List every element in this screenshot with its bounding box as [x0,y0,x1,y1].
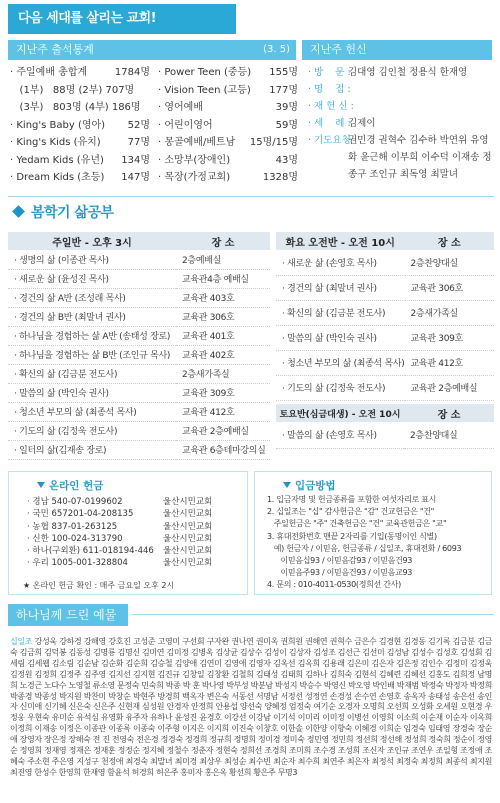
class-name-cell: · 청소년 부모의 삶 (최종석 목사) [276,350,405,375]
dedication-item [308,81,494,98]
deposit-method-box [254,471,492,595]
stat-label: · Vision Teen (고등) [158,84,251,96]
account-row [27,508,212,520]
divider [8,196,494,197]
deposit-step: 1. 입금자명 및 헌금종류를 포함한 여섯자리로 표시 [267,495,437,504]
location-cell: 2층찬양대실 [405,250,494,275]
dedication-item [308,132,494,183]
deposit-step: 이믿음주93 / 이믿음건93 / 이믿음교93 [267,568,413,578]
class-name-cell: · 새로운 삶 (손영호 목사) [276,250,405,275]
dedication-key: · 재 헌 신 : [308,101,354,112]
dedication-key: · 방 문 : [308,67,351,78]
column-header: 장 소 [405,232,494,250]
location-cell: 교육관 2층예배실 [405,375,494,400]
deposit-step: 주일헌금은 "주" 건축헌금은 "건" 교육관헌금은 "교" [267,519,447,529]
saturday-class-table [276,404,494,449]
column-header: 토요반(심금대생) - 오전 10시 [276,404,404,422]
table-row [276,350,494,375]
deposit-step: 2. 십일조는 "십" 감사헌금은 "감" 건교헌금은 "건" [267,507,435,517]
account-row [27,533,212,545]
stat-label: · Power Teen (중등) [158,67,252,78]
tuesday-class-table [276,232,494,401]
column-header: 주일반 - 오후 3시 [8,232,176,250]
column-header: 장 소 [176,232,270,250]
stat-value: 52명 [127,119,150,131]
table-row [276,375,494,400]
donor-name-list: 강성욱 강하경 강해영 강호진 고성준 고영미 구선회 구자완 권나연 권미옥 권희원 권해연 권혁수 금은수 김경현 김경동 김기록 김금분 김금숙 김금희 김덕봉 김동성 김명룡 김명신 김미연 김미정 김병옥 김상균 김상수 김성이 김상자 김성조 김선근 김선미 김성남 김성수 김성호 김성회 김세림 김세웹 김소림 김순남 김순화 김순희 김승철 김양애 김연미 김영애 김영자 김옥선 김옥희 김용래 김은미 김은자 김은정 김인수 김정미 김정욱 김정원 김정희 김정주 김주영 김지선 김지현 김진규 김창일 김창환 김철희 김태성 김태희 김하나 김희숙 김현석 김혜련 김혜선 김홍도 김희정 남명희 노경근 노다수 노영철 류소영 문정숙 민숙희 박종 박 훈 박나영 박부성 박분남 박성지 박승수 박영신 박오영 박인배 박재범 박정숙 박정자 박정희 박종경 박종성 박지원 박찬미 박창순 박현주 방경희 백옥자 변은숙 서동선 서명남 서정선 성정연 손경성 손수연 손영호 송옥자 송태성 송은선 송인자 신미애 신기혜 신은숙 신은주 신현재 심성원 안경자 안정희 안용섭 양선숙 양혜정 엄정숙 여기순 오경자 오명희 오선희 오성화 오세원 오현경 우정웅 우현숙 유미순 유석심 유영화 유주자 유하나 윤성진 윤경호 이강선 이강남 이기석 이미리 이미정 이병선 이영희 이소희 이순재 이순자 이옥희 이정희 이재송 이정은 이종관 이종록 이종숙 이주형 이지은 이지희 이진숙 이창호 이한솔 이한양 이향숙 이혜경 이희순 임경숙 임태영 장경숙 장순애 장영자 장은정 장해숙 전 진 전영숙 전은경 정경숙 정경희 정규희 정명희 정미경 정미숙 정민영 정민희 정선희 정선해 정성희 정숙희 정순이 정영순 정영희 정재영 정재은 정재훈 정정순 정지혜 정철수 정춘자 정현숙 정희선 조경희 조미희 조수경 조성희 조신자 조인규 조연우 조일형 조정애 조혜숙 주소현 주은영 지성구 천정애 최경숙 최말녀 최미경 최상우 최성순 최수빈 최순자 최수희 최연주 최은자 최정석 최정숙 최정희 최종석 최지원 최진영 한성수 한영희 한재영 함윤석 허경희 허은주 홍미자 홍은옥 황선희 황은주 무명3 [10,637,492,777]
online-offering-box [8,471,248,595]
location-cell: 교육관4층 예배실 [176,269,270,288]
online-offering-note: ★ 온라인 헌금 확인 : 매주 금요일 오후 2시 [23,581,175,590]
account-number: · 하나(구외환) 611-018194-446 [27,546,154,557]
dedication-title: 지난주 헌신 [310,43,367,56]
dedication-item [308,115,494,132]
attendance-date: (3. 5) [263,44,290,55]
class-name-cell: · 하나님을 경험하는 삶 A반 (송태성 장로) [8,326,176,345]
stat-value: 177명 [269,84,298,96]
account-holder: 울산시민교회 [163,558,213,569]
stat-label: · 어린이영어 [158,119,213,131]
table-row [8,402,270,421]
dedication-value: 김대영 김인철 정용식 한재영 [348,67,468,78]
attendance-row [10,169,296,187]
class-name-cell: · 확신의 삶 (김금분 전도사) [276,300,405,325]
spring-study-title: 봄학기 삶공부 [14,202,114,222]
table-row [276,325,494,350]
diamond-icon [12,205,25,218]
table-row [8,345,270,364]
attendance-title: 지난주 출석통계 [16,43,94,56]
deposit-method-title: 입금방법 [283,478,336,493]
attendance-row [10,64,296,82]
table-row [276,300,494,325]
table-row [8,326,270,345]
triangle-down-icon [283,482,291,488]
stat-value: 77명 [127,137,150,148]
class-name-cell: · 말씀의 삶 (박인숙 권사) [276,325,405,350]
table-row [276,422,494,448]
table-header [8,232,270,250]
location-cell: 교육관 309호 [176,383,270,402]
column-header: 장 소 [404,404,494,422]
location-cell: 2층예배실 [176,250,270,269]
account-row [27,496,212,508]
location-cell: 교육관 403호 [176,288,270,307]
dedication-value: 권민경 권혁수 김수하 박연위 유영화 윤근해 이부희 이수덕 이재송 정종구 조인규 최독영 최말녀 [348,135,492,180]
deposit-step: 이믿음십93 / 이믿음감93 / 이믿음건93 [267,556,413,566]
location-cell: 교육관 412호 [176,402,270,421]
table-row [8,250,270,269]
account-holder: 울산시민교회 [163,546,213,557]
account-row [27,557,212,569]
class-name-cell: · 기도의 삶 (김정욱 전도사) [8,421,176,440]
stat-value: 1784명 [114,67,150,78]
account-number: · 농협 837-01-263125 [27,521,118,532]
stat-value: 1328명 [262,172,298,183]
class-name-cell: · 생명의 삶 (이종관 목사) [8,250,176,269]
table-header [276,232,494,250]
dedication-key: · 세 례 : [308,118,351,129]
account-holder: 울산시민교회 [163,521,213,532]
deposit-step: 예) 헌금자 / 이믿음, 헌금종류 / 십일조, 휴대전화 / 6093 [267,543,462,553]
stat-label: · King's Baby (영아) [10,119,106,131]
deposit-step: 3. 휴대전화번호 맨끝 2자리를 기입(동명이인 식별) [267,531,437,541]
account-number: · 국민 657201-04-208135 [27,509,134,520]
attendance-header [8,40,296,60]
stat-label: · 소망부(장애인) [158,154,231,166]
stat-value: 134명 [121,154,150,166]
dedication-key: · 기도요청 : [308,135,357,146]
table-row [8,383,270,402]
location-cell: 교육관 6층테마강의실 [176,440,270,459]
attendance-row [10,82,296,100]
class-name-cell: · 새로운 삶 (윤성진 목사) [8,269,176,288]
location-cell: 교육관 412호 [405,350,494,375]
stat-value: 155명 [269,67,298,78]
table-header [276,404,494,422]
stat-value: 15명/15명 [249,137,298,148]
class-name-cell: · 일터의 삶(김재송 장로) [8,440,176,459]
table-row [8,440,270,459]
attendance-row [10,117,296,135]
account-holder: 울산시민교회 [163,509,213,520]
class-name-cell: · 경건의 삶 B반 (최말녀 권사) [8,307,176,326]
location-cell: 2층찬양대실 [404,422,494,448]
account-number: · 신한 100-024-313790 [27,533,123,544]
stat-label: · King's Kids (유치) [10,137,101,148]
class-name-cell: · 확신의 삶 (김금분 전도사) [8,364,176,383]
donor-names [10,637,492,801]
class-name-cell: · 하나님을 경험하는 삶 B반 (조인규 목사) [8,345,176,364]
deposit-steps [267,494,489,592]
dedication-item [308,64,494,81]
stat-label: · 목장(가정교회) [158,172,231,183]
stat-value: 59명 [275,119,298,131]
dedication-header [302,40,492,60]
location-cell: 교육관 401호 [176,326,270,345]
deposit-step: 4. 문의 : 010-4011-0530(정희선 간사) [267,580,401,590]
table-row [276,275,494,300]
class-name-cell: · 기도의 삶 (김정욱 전도사) [276,375,405,400]
table-row [8,307,270,326]
location-cell: 교육관 2층예배실 [176,421,270,440]
location-cell: 2층새가족실 [405,300,494,325]
offerings-header [8,604,128,626]
account-list [27,496,212,570]
stat-value: 147명 [121,172,150,183]
stat-label: (1부) 88명 (2부) 707명 [10,84,135,96]
table-row [8,421,270,440]
account-holder: 울산시민교회 [163,497,213,507]
class-name-cell: · 말씀의 삶 (손영호 목사) [276,422,404,448]
dedication-value: 김제이 [348,118,376,129]
stat-value: 39명 [275,102,298,113]
account-holder: 울산시민교회 [163,533,213,544]
stat-label: · 주일예배 총합계 [10,67,88,78]
class-name-cell: · 청소년 부모의 삶 (최종석 목사) [8,402,176,421]
category-label: 십일조 [10,637,33,646]
dedication-key: · 명 접 : [308,84,351,95]
location-cell: 교육관 306호 [176,307,270,326]
class-name-cell: · 경건의 삶 (최말녀 권사) [276,275,405,300]
account-number: · 우리 1005-001-328804 [27,558,128,569]
location-cell: 교육관 309호 [405,325,494,350]
stat-label: · 몽골예배/베트남 [158,137,236,148]
church-slogan-banner: 다음 세대를 살리는 교회! [8,4,236,34]
table-row [276,250,494,275]
account-row [27,545,212,557]
divider [132,614,494,615]
attendance-row [10,134,296,152]
class-name-cell: · 말씀의 삶 (박인숙 권사) [8,383,176,402]
location-cell: 교육관 306호 [405,275,494,300]
location-cell: 2층새가족실 [176,364,270,383]
column-header: 화요 오전반 - 오전 10시 [276,232,405,250]
account-number: · 경남 540-07-0199602 [27,497,123,507]
table-row [8,288,270,307]
stat-label: · Yedam Kids (유년) [10,154,104,166]
stat-label: · Dream Kids (초등) [10,172,105,183]
triangle-down-icon [37,482,45,488]
stat-value: 43명 [275,154,298,166]
offerings-title: 하나님께 드린 예물 [16,608,117,622]
class-name-cell: · 경건의 삶 A반 (조성래 목사) [8,288,176,307]
attendance-row [10,99,296,117]
attendance-row [10,152,296,170]
stat-label: · 영어예배 [158,102,203,113]
online-offering-title: 온라인 헌금 [37,478,103,493]
table-row [8,269,270,288]
dedication-item [308,98,494,115]
attendance-stats [10,64,296,187]
location-cell: 교육관 402호 [176,345,270,364]
stat-label: (3부) 803명 (4부) 186명 [10,102,141,113]
account-row [27,521,212,533]
dedication-list [308,64,494,183]
sunday-class-table [8,232,270,460]
table-row [8,364,270,383]
